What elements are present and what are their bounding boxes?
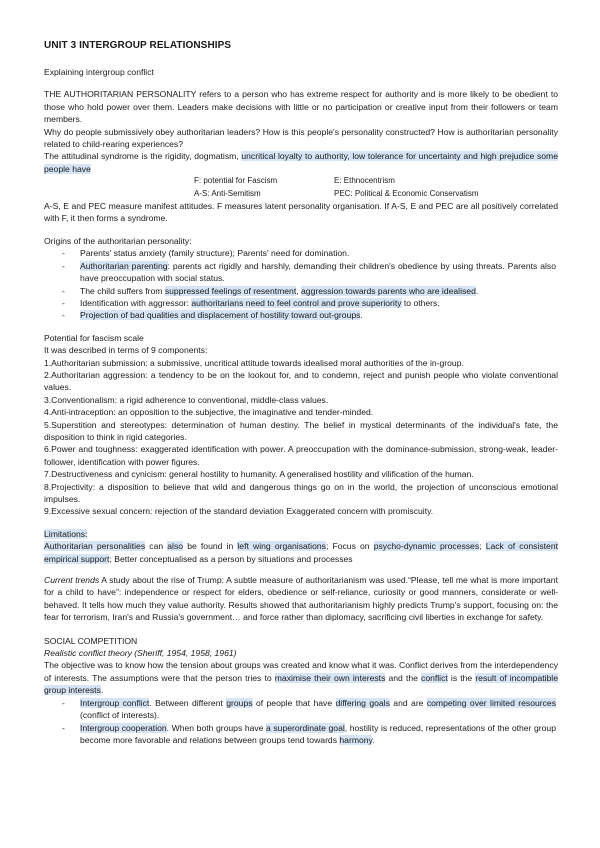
text-run: The child suffers from — [80, 285, 165, 296]
highlighted-text: uncritical loyalty to authority, low tolerance for uncertainty and high prejudice some people have — [44, 151, 558, 174]
highlighted-text: Authoritarian personalities — [44, 541, 146, 552]
fscale-item-9: 9.Excessive sexual concern: rejection of the standard deviation Exaggerated concern with promiscuity. — [44, 506, 434, 517]
competition-paragraph — [44, 659, 558, 696]
highlighted-text: harmony — [339, 734, 373, 745]
limitations-heading — [44, 528, 558, 540]
text-run: . — [100, 685, 104, 696]
highlighted-text: differing goals — [335, 697, 390, 708]
highlighted-text: suppressed feelings of resentment — [164, 285, 297, 296]
text-run: A study about the rise of Trump: A subtle measure of authoritarianism was used.“Please, tell me what is more important for a child to have”: independence or respect for elders, obedience or self-reliance, curiosity or good manners, considerate or well-behaved. It tells how much they value authority. Results showed that authoritarianism highly predicts Trump's support, focusing on: the fear for terrorism, Iran's and Russia's government… and force rather than diplomacy, sacrificing civil liberties in exchange for safety. — [44, 575, 558, 623]
text-run: . — [360, 310, 363, 321]
list-item — [80, 260, 558, 285]
fscale-item-2: 2.Authoritarian aggression: a tendency to be on the lookout for, and to condemn, reject and punish people who violate conventional values. — [44, 369, 558, 393]
list-item — [80, 697, 558, 722]
fscale-item-4: 4.Anti-intraception: an opposition to the subjective, the imaginative and tender-minded. — [44, 407, 374, 418]
text-run: Identification with aggressor: — [80, 297, 192, 308]
text-run: . Between different — [149, 697, 227, 708]
highlighted-text: a superordinate goal — [266, 722, 345, 733]
page-title: UNIT 3 INTERGROUP RELATIONSHIPS — [44, 40, 232, 51]
highlighted-text: Authoritarian parenting — [80, 260, 168, 271]
text-run: ; — [479, 541, 486, 552]
highlighted-text: groups — [226, 697, 253, 708]
list-item — [80, 309, 558, 321]
text-run: . When both groups have — [166, 722, 267, 733]
highlighted-text: Intergroup cooperation — [80, 722, 167, 733]
text-run: can — [145, 541, 168, 552]
text-run: of people that have — [252, 697, 336, 708]
legend-f: F: potential for Fascism — [194, 176, 278, 186]
limitations-paragraph — [44, 540, 558, 565]
fscale-heading: Potential for fascism scale — [44, 332, 144, 343]
text-run: ; Better conceptualised as a person by situations and processes — [109, 553, 353, 564]
highlighted-text: aggression towards parents who are idealised — [301, 285, 476, 296]
current-trends-paragraph — [44, 575, 558, 625]
authoritarian-paragraph-2: Why do people submissively obey authoritarian leaders? How is this people's personality constructed? How is authoritarian personality related to child-rearing experiences? — [44, 126, 558, 150]
highlighted-text: left wing organisations — [237, 541, 326, 552]
fscale-item-6: 6.Power and toughness: exaggerated identification with power. A preoccupation with the dominance-submission, strong-weak, leader-follower, identification with power figures. — [44, 444, 558, 467]
fscale-item-1: 1.Authoritarian submission: a submissive, uncritical attitude towards idealised moral authorities of the in-group. — [44, 357, 464, 368]
current-trends-label: Current trends — [44, 575, 100, 586]
scale-legend — [44, 175, 558, 200]
highlighted-text: competing over limited resources — [426, 697, 556, 708]
highlighted-text: authoritarians need to feel control and prove superiority — [191, 297, 402, 308]
fscale-item-7: 7.Destructiveness and cynicism: general hostility to humanity. A generalised hostility and vilification of the human. — [44, 469, 474, 480]
highlighted-text: Limitations: — [44, 528, 88, 539]
highlighted-text: also — [167, 541, 184, 552]
fscale-intro: It was described in terms of 9 components: — [44, 345, 208, 356]
theory-title: Realistic conflict theory (Sheriff, 1954, 1958, 1961) — [44, 648, 237, 659]
list-item — [80, 722, 558, 747]
text-run: The attitudinal syndrome is the rigidity, dogmatism, — [44, 151, 242, 162]
text-run: and the — [385, 672, 422, 683]
fscale-item-8: 8.Projectivity: a disposition to believe that wild and dangerous things go on in the world, the projection of unconscious emotional impulses. — [44, 481, 558, 504]
text-run: be found in — [183, 541, 238, 552]
text-run: . — [372, 734, 375, 745]
highlighted-text: Projection of bad qualities and displacement of hostility toward out-groups — [80, 310, 361, 321]
list-item: - Parents' status anxiety (family structure); Parents' need for domination. — [80, 247, 558, 259]
highlighted-text: result of incompatible group interests — [44, 672, 558, 696]
legend-e: E: Ethnocentrism — [334, 176, 395, 186]
text-run: ; Focus on — [325, 541, 374, 552]
fscale-item-5: 5.Superstition and stereotypes: determination of human destiny. The belief in mystical determinants of the individual's fate, the disposition to think in rigid categories. — [44, 419, 558, 442]
text-run: is the — [447, 672, 476, 683]
text-run: The objective was to know how the tension about groups was created and know what it was. Conflict derives from the interdependency of interests. The assumptions were that the person tries to — [44, 660, 558, 683]
highlighted-text: Lack of consistent empirical support — [44, 541, 558, 564]
section-subtitle: Explaining intergroup conflict — [44, 67, 154, 77]
competition-list — [44, 697, 558, 747]
highlighted-text: maximise their own interests — [274, 672, 386, 683]
highlighted-text: conflict — [421, 672, 448, 683]
authoritarian-paragraph-4: A-S, E and PEC measure manifest attitudes. F measures latent personality organisation. If A-S, E and PEC are all positively correlated with F, it then forms a syndrome. — [44, 201, 558, 224]
text-run: . — [475, 285, 479, 296]
text-run: , hostility is reduced, representations of the other group become more favorable and relations between groups tend towards — [80, 722, 556, 745]
fscale-item-3: 3.Conventionalism: a rigid adherence to conventional, middle-class values. — [44, 394, 329, 405]
legend-pec: PEC: Political & Economic Conservatism — [334, 188, 479, 198]
list-item — [80, 285, 558, 297]
legend-as: A-S: Anti-Semitism — [194, 188, 261, 198]
competition-heading: SOCIAL COMPETITION — [44, 635, 138, 646]
text-run: to others. — [401, 297, 440, 308]
authoritarian-paragraph-3 — [44, 150, 558, 175]
origins-list — [44, 247, 558, 321]
authoritarian-paragraph-1: THE AUTHORITARIAN PERSONALITY refers to a person who has extreme respect for authority and is more likely to be obedient to those who hold power over them. Leaders make decisions with little or no participation or creative input from their followers or team members. — [44, 89, 558, 125]
highlighted-text: Intergroup conflict — [80, 697, 150, 708]
text-run: (conflict of interests). — [80, 710, 160, 721]
list-item — [80, 297, 558, 309]
text-run: and are — [389, 697, 427, 708]
text-run: : parents act rigidly and harshly, demanding their children's obedience by using threats. Parents also have preoccupation with social status. — [80, 260, 556, 284]
origins-heading: Origins of the authoritarian personality: — [44, 235, 192, 246]
document-page — [44, 40, 558, 746]
highlighted-text: psycho-dynamic processes — [373, 541, 480, 552]
text-run: , — [296, 285, 302, 296]
